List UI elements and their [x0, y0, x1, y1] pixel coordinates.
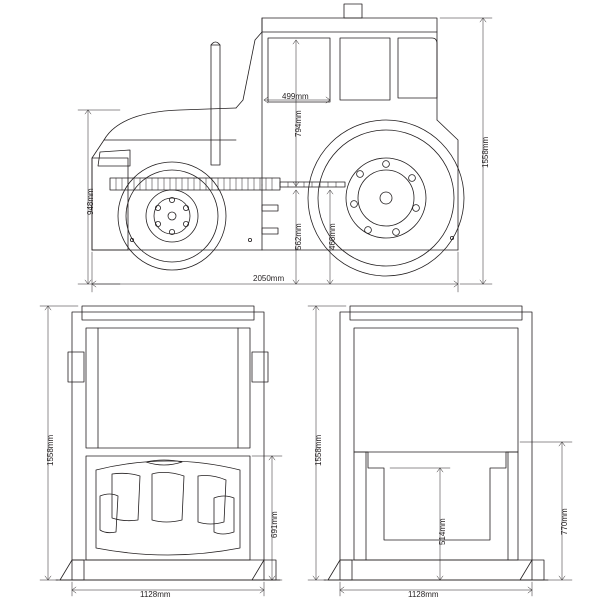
dim-side-cab-width: 499mm: [282, 92, 309, 101]
front-view-body: [56, 306, 280, 580]
dim-front-lower-height: 691mm: [270, 511, 279, 538]
dim-rear-opening-height: 514mm: [438, 518, 447, 545]
dim-front-height-overall: 1558mm: [46, 434, 55, 466]
dim-side-height-overall: 1558mm: [481, 136, 490, 168]
side-view-dimensions: [78, 18, 492, 292]
dim-rear-side-height: 770mm: [560, 508, 569, 535]
dim-rear-height-overall: 1558mm: [314, 434, 323, 466]
dim-side-cab-height: 794mm: [294, 110, 303, 137]
dim-side-axle-height: 562mm: [294, 223, 303, 250]
dim-side-length-overall: 2050mm: [253, 274, 285, 283]
dim-side-rear-wheel-dia: 466mm: [328, 223, 337, 250]
dim-side-hood-height: 948mm: [86, 188, 95, 215]
rear-view-body: [324, 306, 548, 580]
dim-front-width-overall: 1128mm: [140, 590, 171, 599]
front-view-dimensions: [40, 306, 282, 596]
dim-rear-width-overall: 1128mm: [408, 590, 439, 599]
side-view-body: [92, 4, 464, 276]
